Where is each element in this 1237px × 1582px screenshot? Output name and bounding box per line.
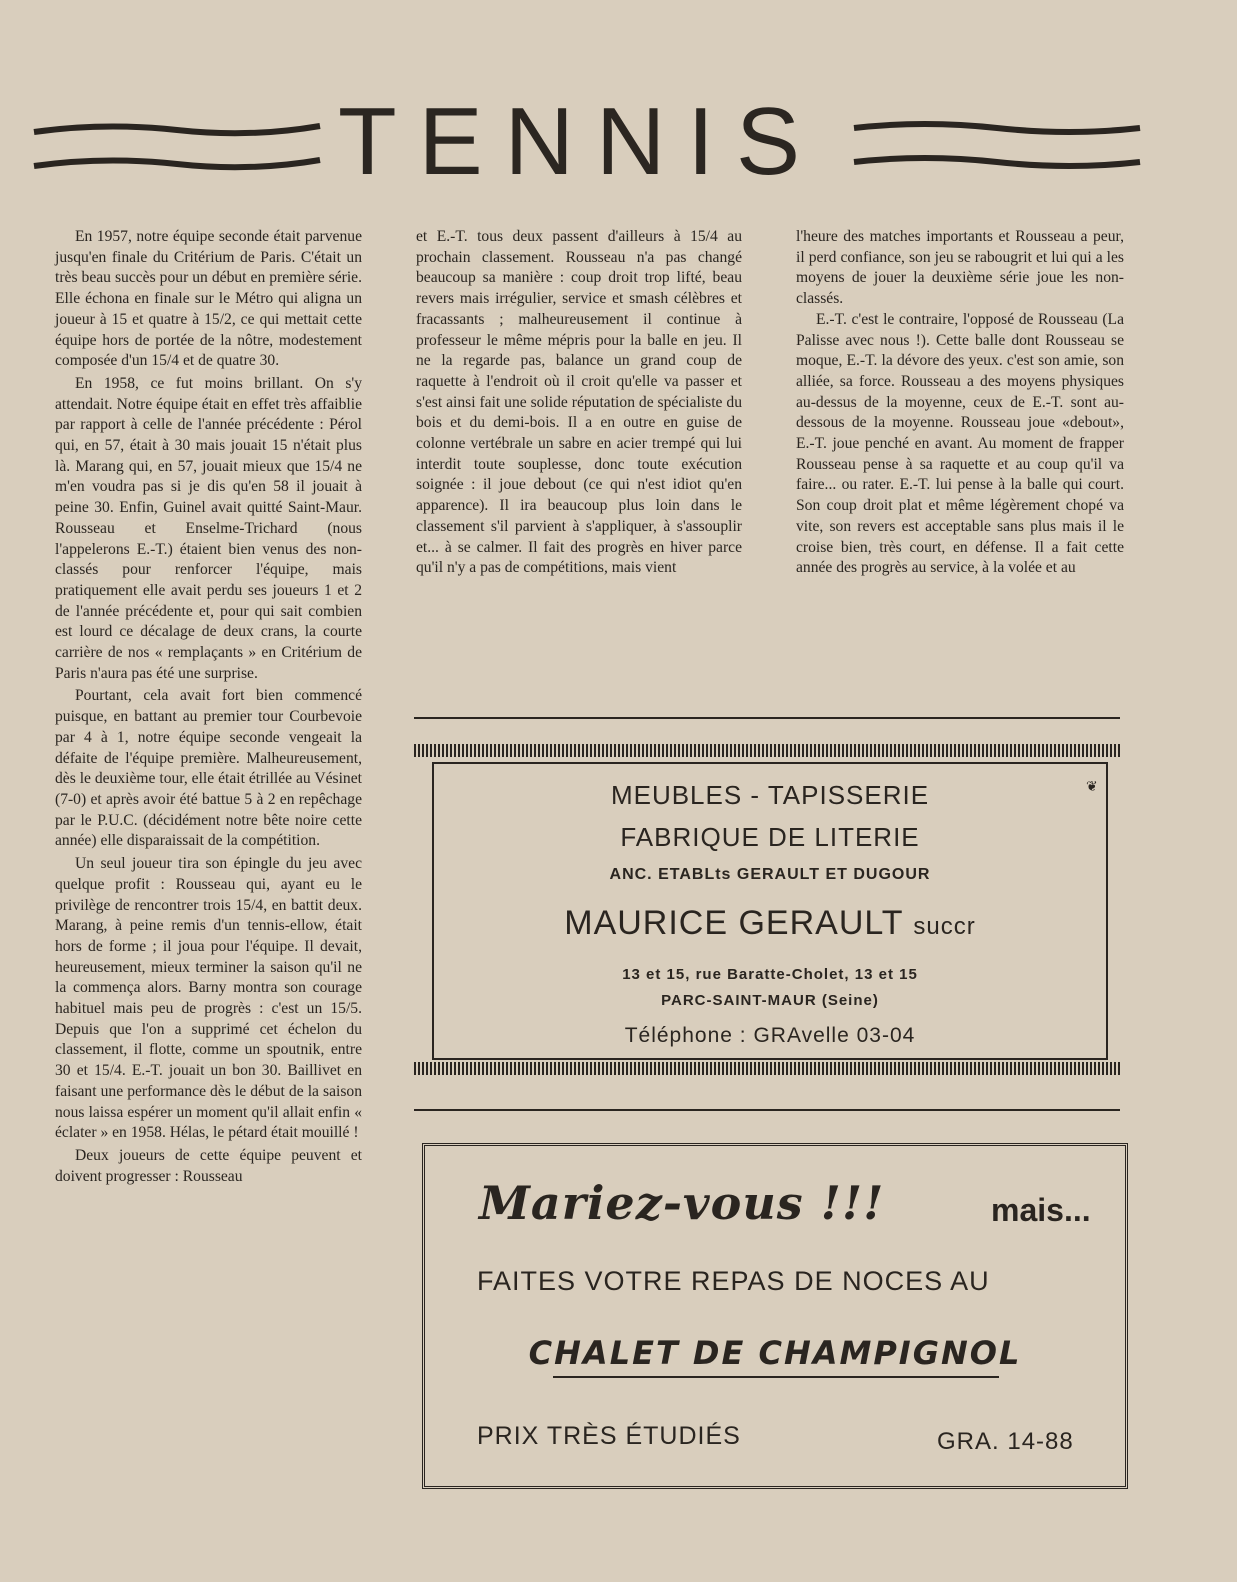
advertisement-chalet: [422, 1143, 1128, 1489]
paragraph: En 1957, notre équipe seconde était parvenue jusqu'en finale du Critérium de Paris. C'était un très beau succès pour un début en première série. Elle échona en finale sur le Métro qui aligna un joueur à 15 et quatre à 15/2, ce qui mettait cette équipe hors de portée de la nôtre, modestement composée d'un 15/4 et de quatre 30.: [55, 228, 362, 370]
ornament-icon: ❦: [1086, 778, 1098, 794]
ad-company-name: [434, 904, 1106, 943]
ad-phone: Téléphone : GRAvelle 03-04: [624, 1024, 916, 1047]
article-column-2: [416, 227, 742, 579]
ad-venue-name: CHALET DE CHAMPIGNOL: [528, 1334, 1022, 1372]
ad-line: FABRIQUE DE LITERIE: [620, 822, 920, 852]
ad-line: FAITES VOTRE REPAS DE NOCES AU: [477, 1266, 990, 1296]
ad-phone: GRA. 14-88: [937, 1428, 1074, 1455]
hatched-border-bottom: [414, 1062, 1120, 1075]
ad-line: ANC. ETABLts GERAULT ET DUGOUR: [609, 866, 931, 883]
divider: [414, 1109, 1120, 1111]
ad-headline-suffix: mais...: [991, 1192, 1091, 1228]
ad-prices: PRIX TRÈS ÉTUDIÉS: [477, 1422, 741, 1450]
ad-line: MEUBLES - TAPISSERIE: [610, 780, 930, 810]
advertisement-furniture: [432, 762, 1108, 1060]
article-column-1: [55, 227, 362, 1187]
paragraph: l'heure des matches importants et Rousseau a peur, il perd confiance, son jeu se rabougrit et lui qui a les moyens de jouer la deuxième série joue les non-classés.: [796, 228, 1124, 308]
company-suffix: succr: [913, 913, 976, 940]
company-name: MAURICE GERAULT: [564, 904, 903, 942]
venue-underline: [553, 1376, 999, 1378]
paragraph: et E.-T. tous deux passent d'ailleurs à 15/4 au prochain classement. Rousseau n'a pas changé beaucoup sa manière : coup droit trop lifté, beau revers mais irrégulier, service et smash célèbres et fracassants ; malheureusement il continue à professeur le même mépris pour la balle en jeu. Il ne la regarde pas, balance un grand coup de raquette à l'endroit où il croit qu'elle va passer et s'est ainsi fait une solide réputation de spécialiste du bois et du demi-bois. Il a en outre en guise de colonne vertébrale un sabre en acier trempé qui lui interdit toute souplesse, donc toute exécution soignée : il joue debout (ce qui n'est idiot qu'en apparence). Il ira beaucoup plus loin dans le classement s'il parvient à s'appliquer, à s'assouplir et... à se calmer. Il fait des progrès en hiver parce qu'il n'y a pas de compétitions, mais vient: [416, 228, 742, 577]
paragraph: E.-T. c'est le contraire, l'opposé de Rousseau (La Palisse avec nous !). Cette balle dont Rousseau se moque, E.-T. la dévore des yeux. c'est son amie, son alliée, sa force. Rousseau a des moyens physiques au-dessus de la moyenne, ceux de E.-T. sont au-dessous de la moyenne. Rousseau joue «debout», E.-T. joue penché en avant. Au moment de frapper Rousseau pense à sa raquette et au coup qu'il va faire... ou rater. E.-T. lui pense à la balle qui court. Son coup droit plat et même légèrement chopé va vite, son revers est acceptable sans plus mais il le croise bien, très court, en défense. Il a fait cette année des progrès au service, à la volée et au: [796, 310, 1124, 577]
paragraph: Deux joueurs de cette équipe peuvent et doivent progresser : Rousseau: [55, 1146, 362, 1185]
paragraph: Un seul joueur tira son épingle du jeu avec quelque profit : Rousseau qui, ayant eu le privilège de rencontrer trois 15/4, en battit deux. Marang, à peine remis d'un tennis-ellow, était hors de forme ; il joua pour l'équipe. Il devait, heureusement, mieux terminer la saison qu'il ne la commença alors. Barny montra son courage habituel mais peu de progrès : c'est un 15/5. Depuis que l'on a supprimé cet échelon du classement, il flotte, comme un spoutnik, entre 30 et 15/4. E.-T. jouait un bon 30. Baillivet en faisant une performance dès le début de la saison nous laissa espérer un moment qu'il allait enfin « éclater » en 1958. Hélas, le pétard était mouillé !: [55, 855, 362, 1142]
paragraph: Pourtant, cela avait fort bien commencé puisque, en battant au premier tour Courbevoie par 4 à 1, notre équipe seconde vengeait la défaite de l'équipe première. Malheureusement, dès le deuxième tour, elle était étrillée au Vésinet (7-0) et après avoir été battue 5 à 2 en repêchage par le P.U.C. (décidément notre bête noire cette année) elle disparaissait de la compétition.: [55, 687, 362, 850]
divider: [414, 717, 1120, 719]
decorative-wave-right: [852, 118, 1142, 176]
paragraph: En 1958, ce fut moins brillant. On s'y attendait. Notre équipe était en effet très affaiblie par rapport à celle de l'année précédente : Pérol qui, en 57, était à 30 mais jouait 15 n'était plus là. Marang qui, en 57, jouait mieux que 15/4 ne m'en voudra pas si je dis qu'en 58 il jouait à peine 30. Enfin, Guinel avait quitté Saint-Maur. Rousseau et Enselme-Trichard (nous l'appelerons E.-T.) étaient bien venus des non-classés pour renforcer l'équipe, mais pratiquement elle avait perdu ses joueurs 1 et 2 de l'année précédente et, pour qui sait combien est lourd ce décalage de deux crans, la courte carrière de nos « remplaçants » en Critérium de Paris n'aura pas été une surprise.: [55, 374, 362, 682]
ad-address: 13 et 15, rue Baratte-Cholet, 13 et 15: [622, 966, 918, 983]
article-column-3: [796, 227, 1124, 579]
ad-script-headline: Mariez-vous !!!: [479, 1176, 885, 1230]
page-title: TENNIS: [337, 88, 823, 195]
ad-city: PARC-SAINT-MAUR (Seine): [661, 992, 879, 1009]
decorative-wave-left: [32, 118, 322, 176]
hatched-border-top: [414, 744, 1120, 757]
